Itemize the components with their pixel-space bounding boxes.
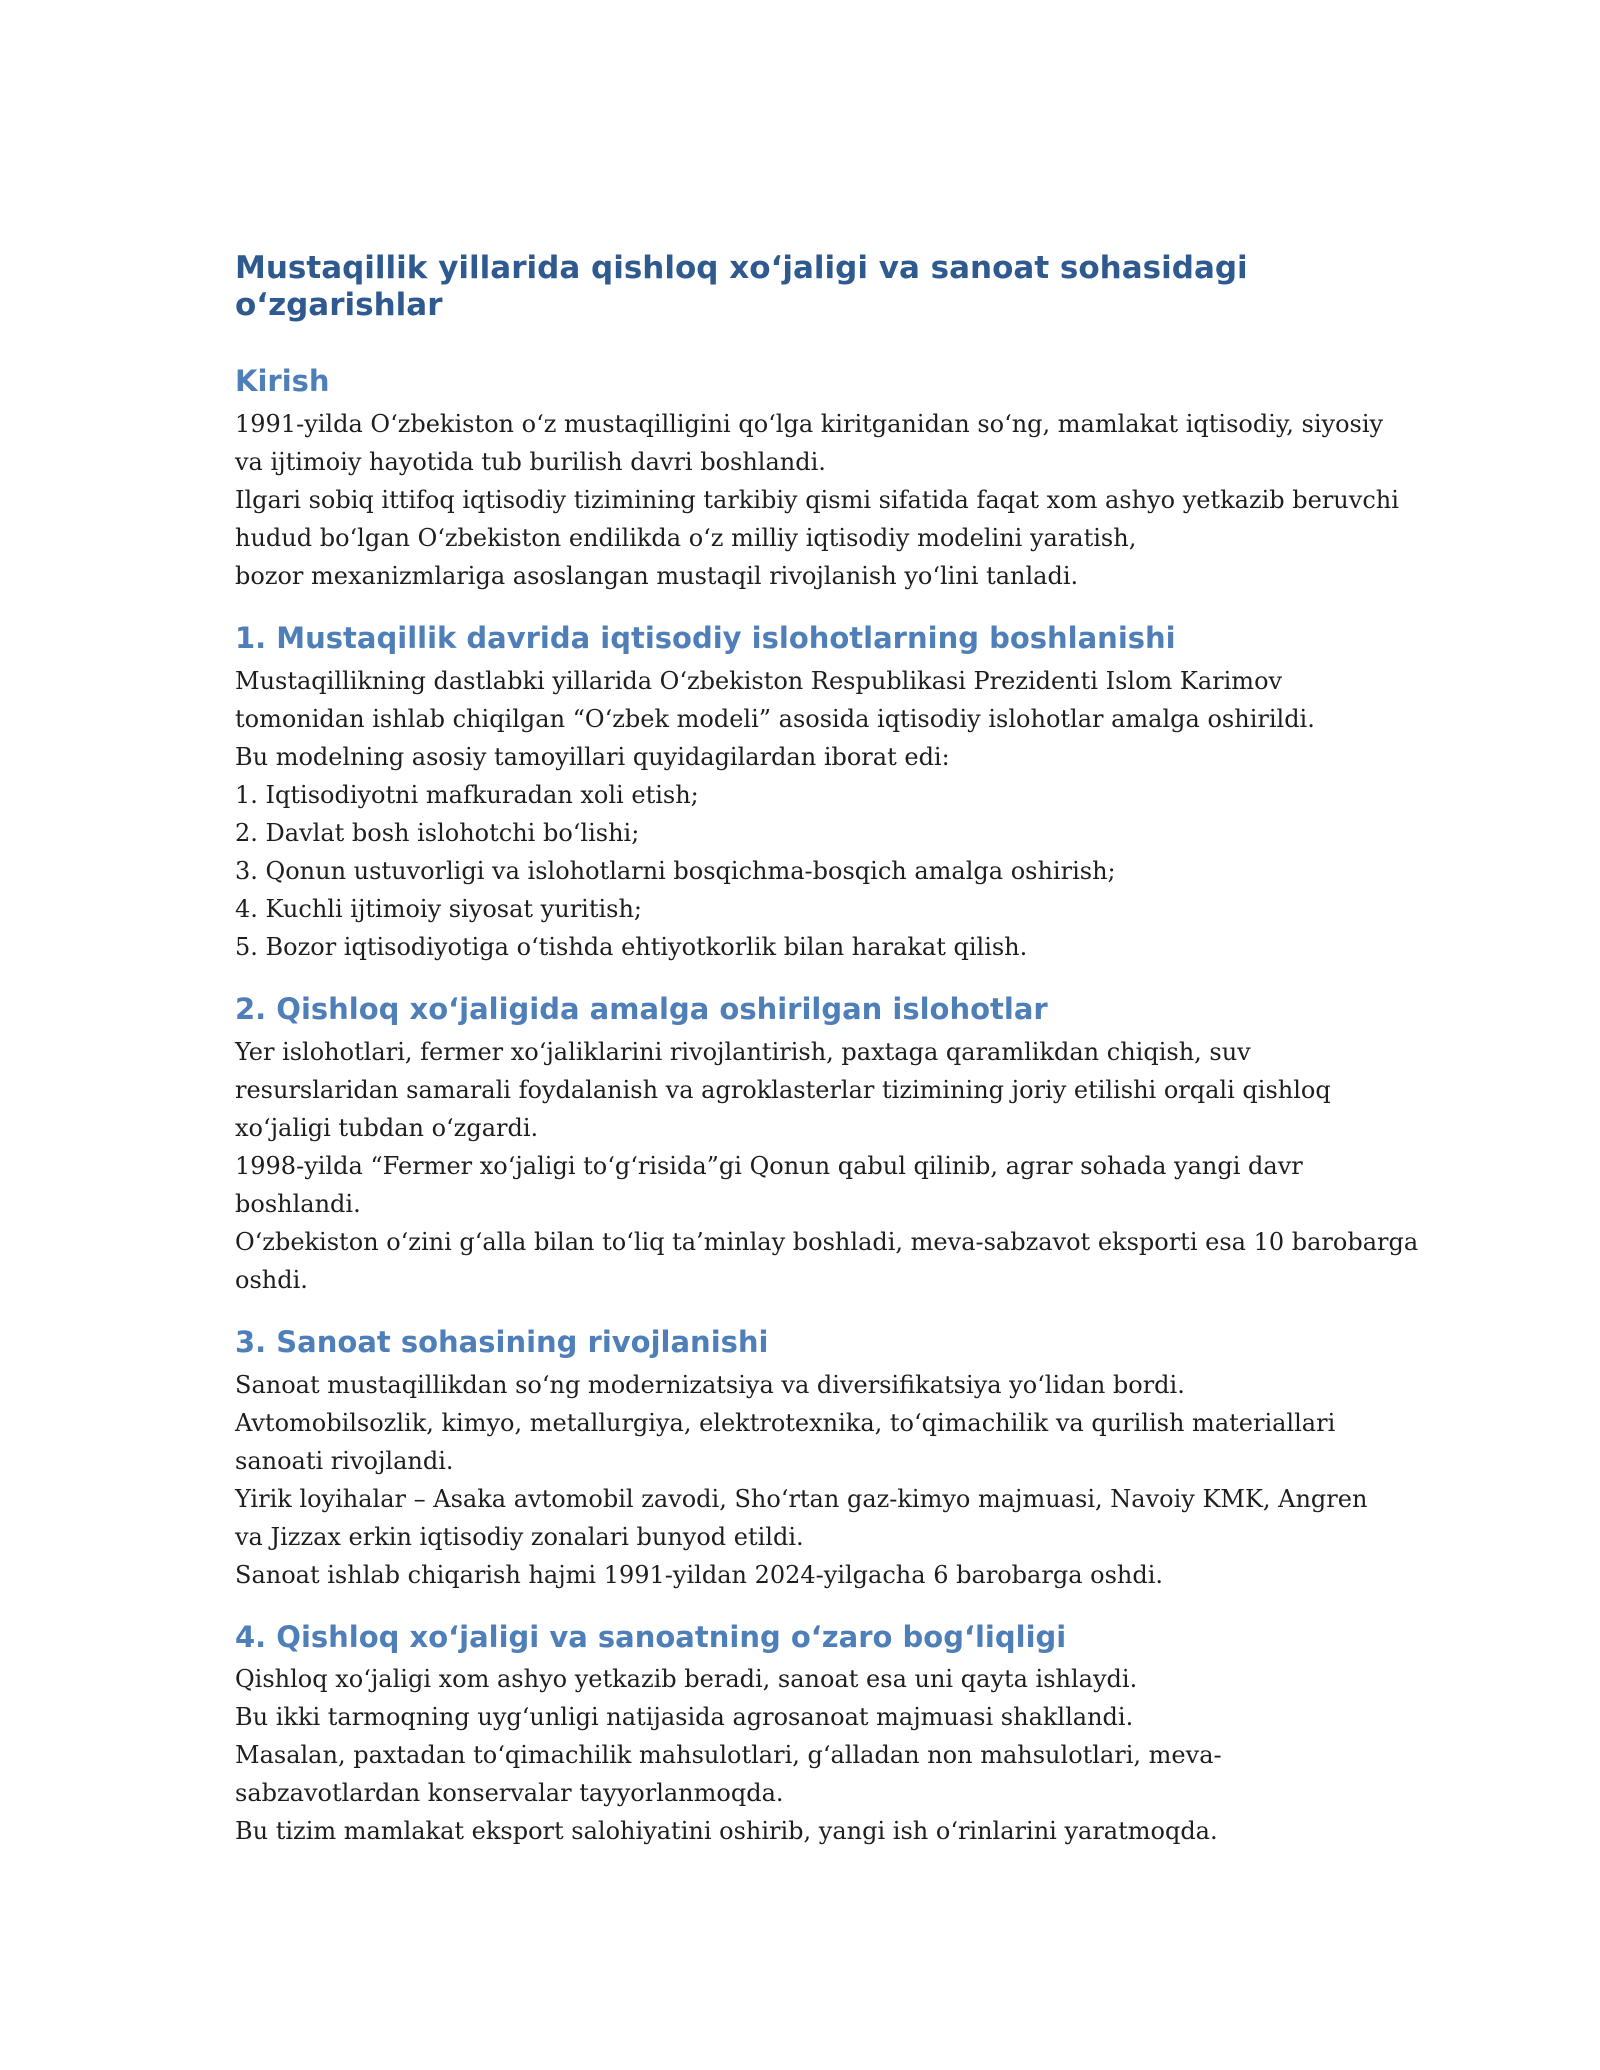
- paragraph-line: Mustaqillikning dastlabki yillarida O‘zbekiston Respublikasi Prezidenti Islom Karimov: [235, 666, 1283, 695]
- paragraph-line: 1. Iqtisodiyotni mafkuradan xoli etish;: [235, 780, 699, 809]
- paragraph-line: Sanoat ishlab chiqarish hajmi 1991-yildan 2024-yilgacha 6 barobarga oshdi.: [235, 1560, 1164, 1589]
- paragraph-line: Qishloq xo‘jaligi xom ashyo yetkazib beradi, sanoat esa uni qayta ishlaydi.: [235, 1665, 1138, 1694]
- paragraph-line: Ilgari sobiq ittifoq iqtisodiy tizimining tarkibiy qismi sifatida faqat xom ashyo yetkazib beruvchi: [235, 486, 1399, 515]
- paragraph-line: Yirik loyihalar – Asaka avtomobil zavodi, Sho‘rtan gaz-kimyo majmuasi, Navoiy KMK, Angren: [235, 1484, 1368, 1513]
- section-1: [235, 621, 1415, 966]
- document-title: Mustaqillik yillarida qishloq xo‘jaligi va sanoat sohasidagi o‘zgarishlar: [235, 250, 1248, 324]
- paragraph-line: Bu modelning asosiy tamoyillari quyidagilardan iborat edi:: [235, 742, 950, 771]
- section-4: [235, 1620, 1415, 1851]
- paragraph-line: hudud bo‘lgan O‘zbekiston endilikda o‘z milliy iqtisodiy modelini yaratish,: [235, 524, 1137, 553]
- document-body: [235, 364, 1419, 1850]
- paragraph-line: resurslaridan samarali foydalanish va agroklasterlar tizimining joriy etilishi orqali qishloq: [235, 1075, 1331, 1104]
- paragraph-line: tomonidan ishlab chiqilgan “O‘zbek modeli” asosida iqtisodiy islohotlar amalga oshirildi.: [235, 704, 1315, 733]
- paragraph-line: O‘zbekiston o‘zini g‘alla bilan to‘liq ta’minlay boshladi, meva-sabzavot eksporti esa 10 barobarga: [235, 1227, 1419, 1256]
- paragraph-line: oshdi.: [235, 1265, 308, 1294]
- paragraph-line: Yer islohotlari, fermer xo‘jaliklarini rivojlantirish, paxtaga qaramlikdan chiqish, suv: [235, 1037, 1251, 1066]
- section-3: [235, 1325, 1415, 1594]
- paragraph-line: va ijtimoiy hayotida tub burilish davri boshlandi.: [235, 448, 826, 477]
- section-0: [235, 364, 1415, 595]
- paragraph-line: xo‘jaligi tubdan o‘zgardi.: [235, 1113, 539, 1142]
- section-heading: 1. Mustaqillik davrida iqtisodiy islohotlarning boshlanishi: [235, 621, 1176, 656]
- paragraph-line: 1991-yilda O‘zbekiston o‘z mustaqilligini qo‘lga kiritganidan so‘ng, mamlakat iqtisodiy, siyosiy: [235, 410, 1384, 439]
- paragraph-line: boshlandi.: [235, 1189, 361, 1218]
- section-heading: Kirish: [235, 364, 330, 399]
- paragraph-line: 3. Qonun ustuvorligi va islohotlarni bosqichma-bosqich amalga oshirish;: [235, 856, 1116, 885]
- paragraph-line: 2. Davlat bosh islohotchi bo‘lishi;: [235, 818, 640, 847]
- paragraph-line: sanoati rivojlandi.: [235, 1446, 454, 1475]
- paragraph-line: Bu tizim mamlakat eksport salohiyatini oshirib, yangi ish o‘rinlarini yaratmoqda.: [235, 1817, 1218, 1846]
- paragraph-line: Bu ikki tarmoqning uyg‘unligi natijasida agrosanoat majmuasi shakllandi.: [235, 1703, 1134, 1732]
- paragraph-line: Masalan, paxtadan to‘qimachilik mahsulotlari, g‘alladan non mahsulotlari, meva-: [235, 1741, 1222, 1770]
- paragraph-line: 4. Kuchli ijtimoiy siyosat yuritish;: [235, 894, 643, 923]
- paragraph-line: Sanoat mustaqillikdan so‘ng modernizatsiya va diversifikatsiya yo‘lidan bordi.: [235, 1370, 1185, 1399]
- paragraph-line: va Jizzax erkin iqtisodiy zonalari bunyod etildi.: [235, 1522, 804, 1551]
- paragraph-line: 1998-yilda “Fermer xo‘jaligi to‘g‘risida”gi Qonun qabul qilinib, agrar sohada yangi davr: [235, 1151, 1303, 1180]
- section-heading: 2. Qishloq xo‘jaligida amalga oshirilgan islohotlar: [235, 991, 1048, 1026]
- section-heading: 3. Sanoat sohasining rivojlanishi: [235, 1324, 769, 1359]
- section-2: [235, 991, 1419, 1299]
- paragraph-line: bozor mexanizmlariga asoslangan mustaqil rivojlanish yo‘lini tanladi.: [235, 562, 1079, 591]
- paragraph-line: 5. Bozor iqtisodiyotiga o‘tishda ehtiyotkorlik bilan harakat qilish.: [235, 932, 1028, 961]
- section-heading: 4. Qishloq xo‘jaligi va sanoatning o‘zaro bog‘liqligi: [235, 1619, 1067, 1654]
- document-page: [235, 250, 1419, 1876]
- paragraph-line: Avtomobilsozlik, kimyo, metallurgiya, elektrotexnika, to‘qimachilik va qurilish materiallari: [235, 1408, 1336, 1437]
- paragraph-line: sabzavotlardan konservalar tayyorlanmoqda.: [235, 1779, 784, 1808]
